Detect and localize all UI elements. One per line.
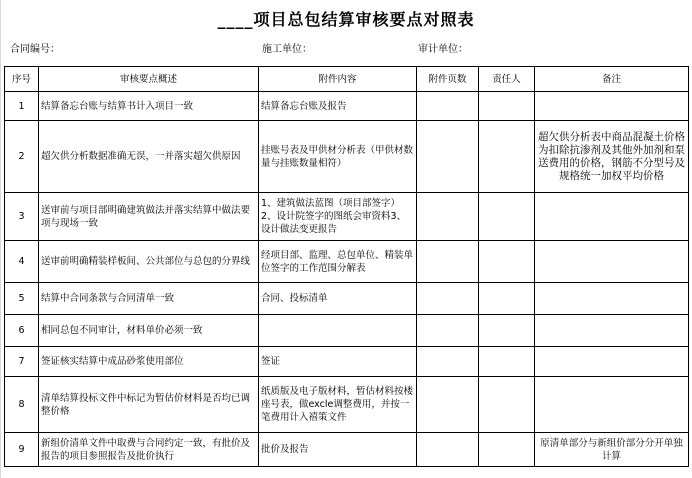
cell-attachment[interactable]: 合同、投标清单 (259, 283, 417, 315)
cell-no[interactable]: 4 (5, 241, 39, 283)
cell-owner[interactable] (479, 283, 535, 315)
table-header-row (5, 67, 689, 92)
cell-attachment[interactable]: 纸质版及电子版材料，暂估材料按楼座号表，做excle调整费用，并按一笔费用计入禧策文件 (259, 377, 417, 433)
cell-pages[interactable] (417, 433, 479, 467)
audit-table (4, 66, 689, 467)
cell-note[interactable] (535, 315, 689, 347)
cell-desc[interactable]: 结算中合同条款与合同清单一致 (39, 283, 259, 315)
cell-note[interactable] (535, 283, 689, 315)
contract-no-label: 合同编号： (10, 44, 60, 55)
cell-no[interactable]: 3 (5, 193, 39, 241)
cell-owner[interactable] (479, 241, 535, 283)
cell-pages[interactable] (417, 193, 479, 241)
cell-pages[interactable] (417, 377, 479, 433)
cell-note[interactable] (535, 193, 689, 241)
cell-no[interactable]: 7 (5, 347, 39, 377)
cell-attachment[interactable]: 挂账号表及甲供材分析表（甲供材数量与挂账数量相符） (259, 121, 417, 193)
cell-desc[interactable]: 相同总包不同审计，材料单价必须一致 (39, 315, 259, 347)
cell-owner[interactable] (479, 433, 535, 467)
table-row (5, 121, 689, 193)
cell-desc[interactable]: 清单结算投标文件中标记为暂估价材料是否均已调整价格 (39, 377, 259, 433)
cell-desc[interactable]: 超欠供分析数据准确无误，一并落实超欠供原因 (39, 121, 259, 193)
cell-note[interactable]: 超欠供分析表中商品混凝土价格为扣除抗渗剂及其他外加剂和泵送费用的价格，钢筋不分型号及规格统一加权平均价格 (535, 121, 689, 193)
cell-desc[interactable]: 结算备忘台账与结算书计入项目一致 (39, 92, 259, 121)
cell-pages[interactable] (417, 241, 479, 283)
cell-attachment[interactable]: 1、建筑做法蓝图（项目部签字）2、设计院签字的图纸会审资料3、设计做法变更报告 (259, 193, 417, 241)
cell-no[interactable]: 8 (5, 377, 39, 433)
cell-owner[interactable] (479, 315, 535, 347)
header-attachment: 附件内容 (259, 67, 417, 92)
header-note: 备注 (535, 67, 689, 92)
cell-pages[interactable] (417, 92, 479, 121)
cell-desc[interactable]: 送审前与项目部明确建筑做法并落实结算中做法要项与现场一致 (39, 193, 259, 241)
cell-pages[interactable] (417, 283, 479, 315)
cell-attachment[interactable]: 经项目部、监理、总包单位、精装单位签字的工作范围分解表 (259, 241, 417, 283)
table-row (5, 92, 689, 121)
cell-owner[interactable] (479, 121, 535, 193)
cell-owner[interactable] (479, 92, 535, 121)
sheet-gridline (0, 0, 1, 478)
auditor-label: 审计单位： (418, 44, 468, 55)
meta-row (0, 40, 692, 60)
cell-owner[interactable] (479, 193, 535, 241)
cell-desc[interactable]: 签证核实结算中成品砂浆使用部位 (39, 347, 259, 377)
table-row (5, 283, 689, 315)
header-no: 序号 (5, 67, 39, 92)
header-pages: 附件页数 (417, 67, 479, 92)
cell-pages[interactable] (417, 121, 479, 193)
table-row (5, 377, 689, 433)
cell-pages[interactable] (417, 347, 479, 377)
cell-desc[interactable]: 新组价清单文件中取费与合同约定一致，有批价及报告的项目参照报告及批价执行 (39, 433, 259, 467)
cell-desc[interactable]: 送审前明确精装样板间、公共部位与总包的分界线 (39, 241, 259, 283)
cell-no[interactable]: 1 (5, 92, 39, 121)
contractor-label: 施工单位： (262, 44, 312, 55)
cell-note[interactable] (535, 347, 689, 377)
table-row (5, 241, 689, 283)
header-owner: 责任人 (479, 67, 535, 92)
cell-attachment[interactable]: 结算备忘台账及报告 (259, 92, 417, 121)
cell-note[interactable] (535, 92, 689, 121)
cell-attachment[interactable]: 批价及报告 (259, 433, 417, 467)
cell-attachment[interactable] (259, 315, 417, 347)
cell-pages[interactable] (417, 315, 479, 347)
cell-attachment[interactable]: 签证 (259, 347, 417, 377)
cell-no[interactable]: 9 (5, 433, 39, 467)
cell-no[interactable]: 5 (5, 283, 39, 315)
cell-note[interactable]: 原清单部分与新组价部分分开单独计算 (535, 433, 689, 467)
cell-no[interactable]: 2 (5, 121, 39, 193)
table-row (5, 315, 689, 347)
table-row (5, 433, 689, 467)
cell-owner[interactable] (479, 347, 535, 377)
table-row (5, 193, 689, 241)
header-desc: 审核要点概述 (39, 67, 259, 92)
cell-owner[interactable] (479, 377, 535, 433)
page-title: ____项目总包结算审核要点对照表 (217, 10, 475, 29)
cell-note[interactable] (535, 241, 689, 283)
table-row (5, 347, 689, 377)
cell-no[interactable]: 6 (5, 315, 39, 347)
cell-note[interactable] (535, 377, 689, 433)
